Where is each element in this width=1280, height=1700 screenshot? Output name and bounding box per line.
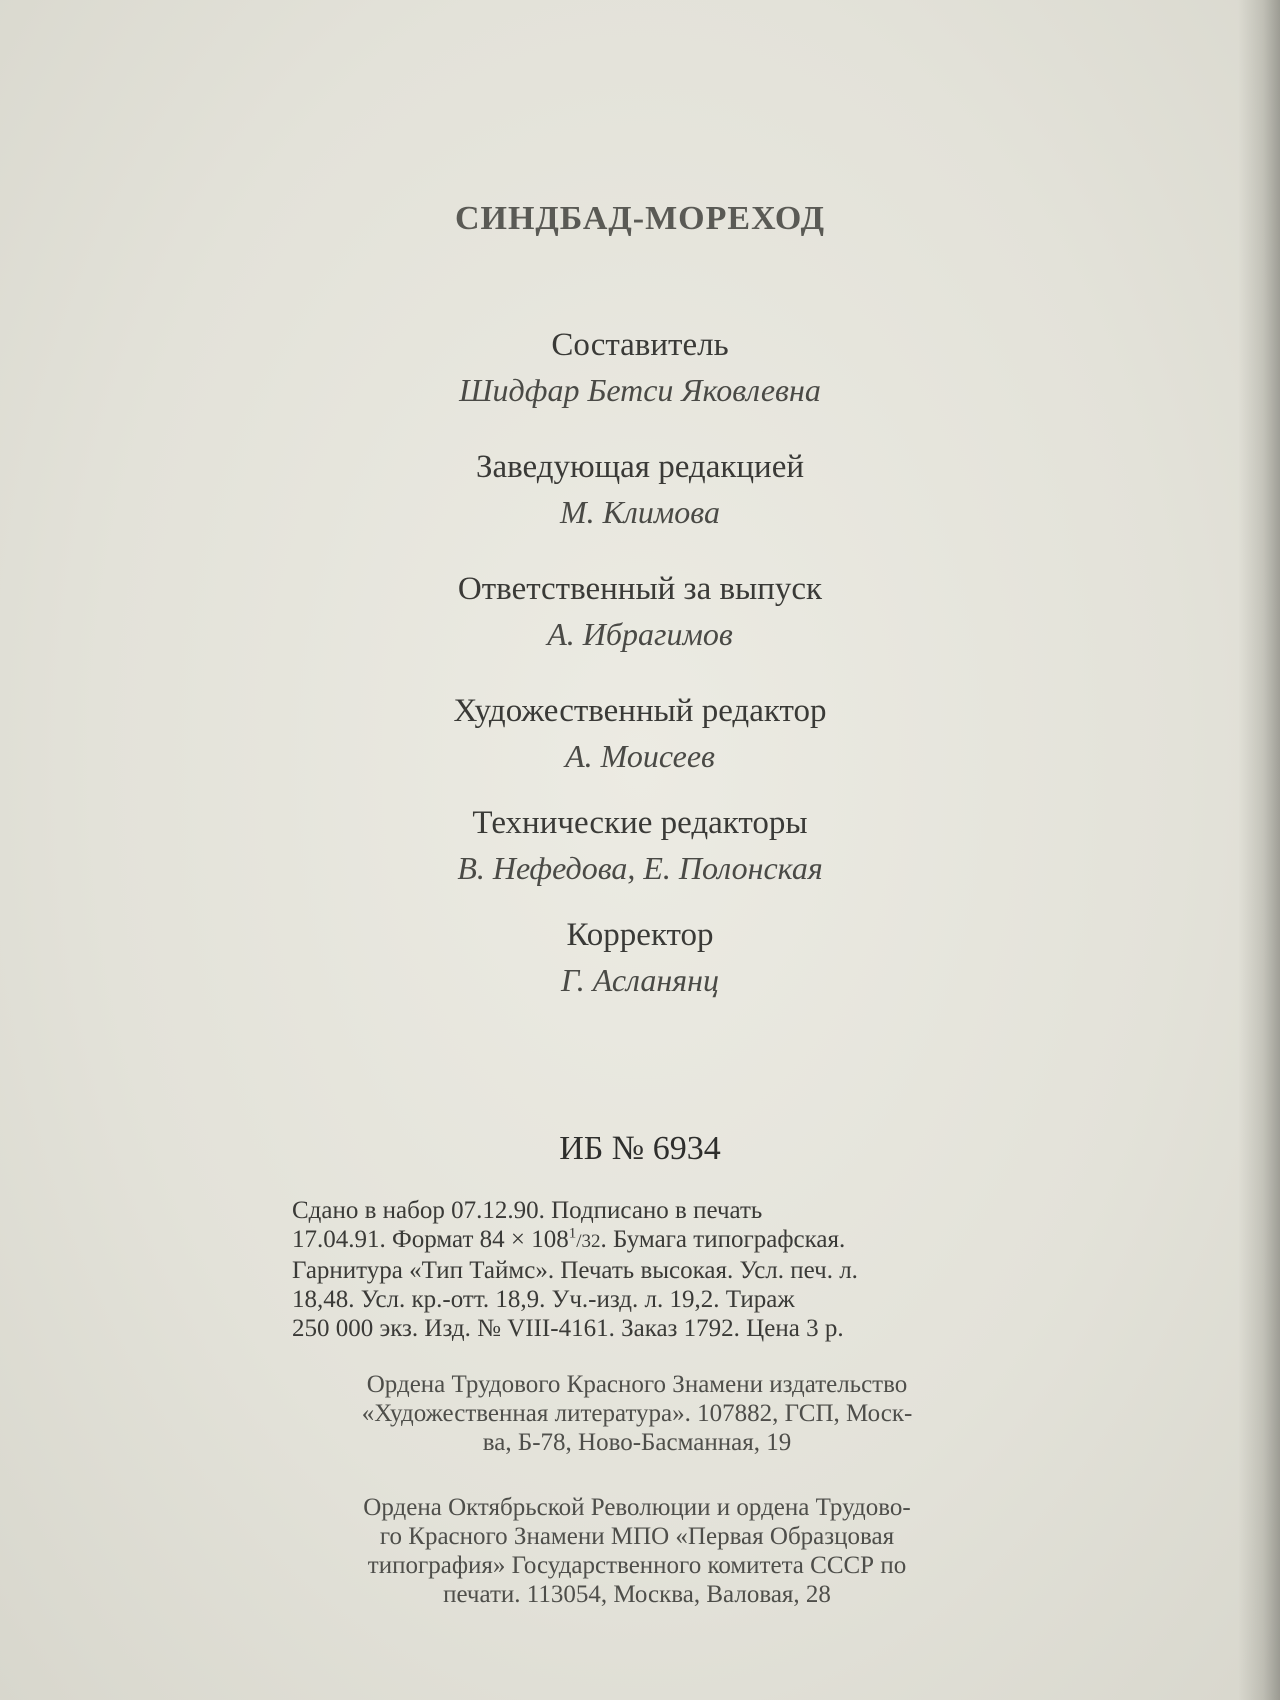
publisher-line: ва, Б-78, Ново-Басманная, 19 (482, 1429, 792, 1456)
credit-role: Технические редакторы (472, 805, 808, 841)
credit-role: Составитель (551, 327, 729, 363)
credit-proofreader (0, 912, 1280, 1002)
credit-role: Заведующая редакцией (475, 449, 805, 485)
book-title: СИНДБАД-МОРЕХОД (454, 200, 826, 237)
credit-technical-editors (0, 800, 1280, 890)
imprint-line: Гарнитура «Тип Таймс». Печать высокая. Усл. печ. л. (292, 1257, 858, 1284)
credit-person: А. Моисеев (565, 738, 715, 774)
imprint-text: . Бумага типографская. (600, 1226, 846, 1253)
credit-art-editor (0, 688, 1280, 778)
printer-line: типография» Государственного комитета СССР по (367, 1552, 907, 1579)
printer-line: Ордена Октябрьской Революции и ордена Трудово- (363, 1494, 911, 1521)
credit-editor-in-chief (0, 444, 1280, 534)
credit-person: Г. Асланянц (560, 962, 720, 998)
credit-role: Художественный редактор (453, 693, 827, 729)
credits-list (0, 322, 1280, 1024)
imprint-line: 250 000 экз. Изд. № VIII-4161. Заказ 1792. Цена 3 р. (292, 1315, 844, 1342)
format-fraction: /32 (576, 1231, 601, 1252)
publisher-line: «Художественная литература». 107882, ГСП, Моск- (361, 1400, 913, 1427)
publisher-info (292, 1370, 982, 1457)
credit-compiler (0, 322, 1280, 412)
credit-person: В. Нефедова, Е. Полонская (457, 850, 823, 886)
imprint-line: 18,48. Усл. кр.-отт. 18,9. Уч.-изд. л. 19,2. Тираж (292, 1286, 795, 1313)
imprint-line: Сдано в набор 07.12.90. Подписано в печать (292, 1197, 763, 1224)
imprint-line-format (292, 1225, 982, 1256)
credit-person: А. Ибрагимов (547, 616, 733, 652)
credit-role: Корректор (566, 917, 714, 953)
format-superscript: 1 (568, 1225, 577, 1242)
credit-role: Ответственный за выпуск (457, 571, 823, 607)
printer-info (292, 1493, 982, 1609)
credit-person: Шидфар Бетси Яковлевна (459, 372, 821, 408)
ib-number: ИБ № 6934 (559, 1130, 721, 1167)
credit-person: М. Климова (560, 494, 720, 530)
printer-line: печати. 113054, Москва, Валовая, 28 (443, 1581, 831, 1608)
imprint-text: 17.04.91. Формат 84 × 108 (292, 1226, 569, 1253)
printer-line: го Красного Знамени МПО «Первая Образцовая (379, 1523, 895, 1550)
imprint-details (292, 1196, 982, 1343)
credit-release-manager (0, 566, 1280, 656)
publisher-line: Ордена Трудового Красного Знамени издательство (366, 1371, 908, 1398)
